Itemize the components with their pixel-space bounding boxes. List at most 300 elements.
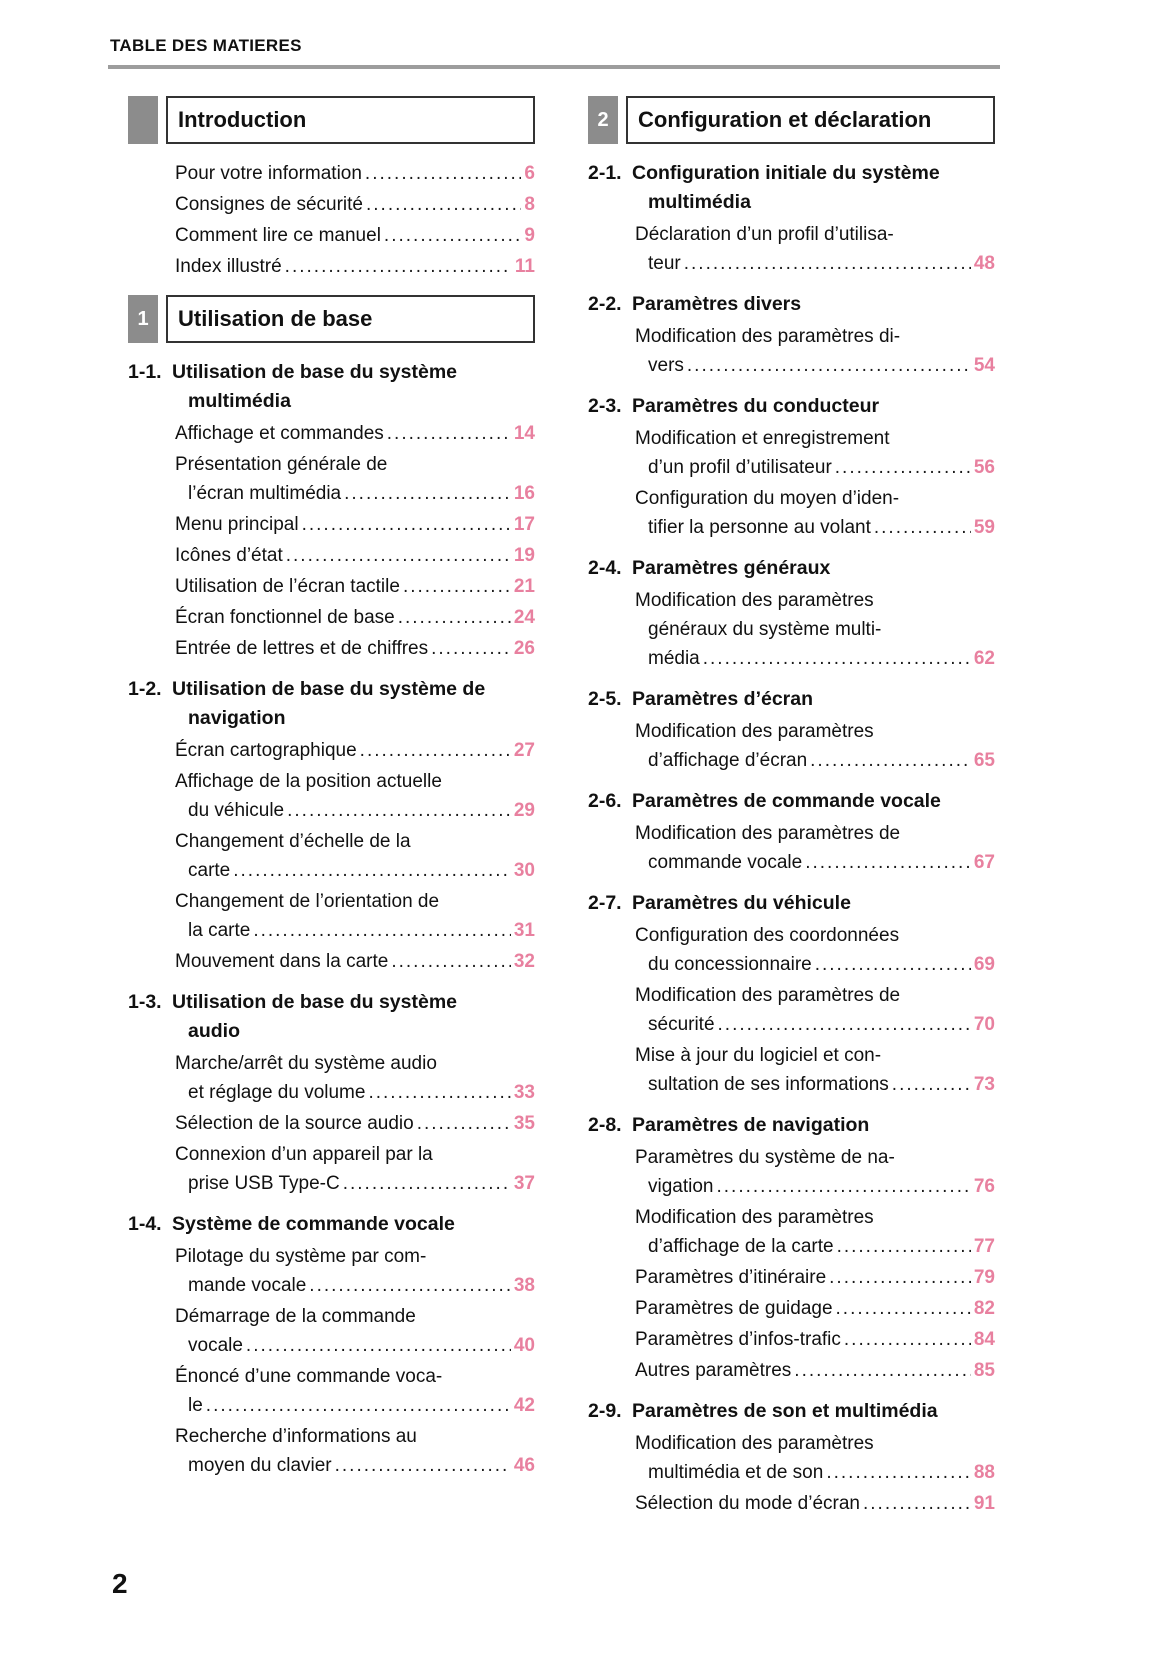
subsection-header: [588, 685, 995, 714]
subsection-number: 2-6.: [588, 790, 622, 812]
subsection-header: [588, 554, 995, 583]
entry-last-line: [635, 1294, 995, 1323]
section-header: [128, 295, 535, 343]
dot-leader: [829, 1263, 971, 1292]
entry-text: Utilisation de l’écran tactile: [175, 576, 400, 597]
entry-line: Mise à jour du logiciel et con-: [635, 1045, 882, 1066]
subsection-header: [128, 358, 535, 416]
chapter-tab: 2: [588, 96, 618, 144]
entry-last-line: [648, 1458, 995, 1487]
entry-text: d’affichage de la carte: [648, 1236, 834, 1257]
subsection-header: [588, 1397, 995, 1426]
entry-text: Affichage et commandes: [175, 423, 384, 444]
entry-text: prise USB Type-C: [188, 1173, 340, 1194]
section-title-box: [166, 295, 535, 343]
page-number: 73: [973, 1074, 995, 1095]
entry-last-line: [188, 1451, 535, 1480]
toc-entry: [635, 586, 995, 673]
dot-leader: [863, 1489, 971, 1518]
page-number: 40: [513, 1335, 535, 1356]
entry-line: généraux du système multi-: [648, 619, 882, 640]
subsection-title: Configuration initiale du système: [632, 162, 940, 184]
dot-leader: [892, 1070, 971, 1099]
dot-leader: [233, 856, 511, 885]
toc-entry: [175, 1140, 535, 1198]
entry-last-line: [175, 541, 535, 570]
entry-last-line: [648, 1172, 995, 1201]
dot-leader: [815, 950, 971, 979]
subsection-title: Paramètres divers: [632, 293, 802, 315]
entry-last-line: [648, 1232, 995, 1261]
toc-entry: [635, 1356, 995, 1385]
page-number: 6: [524, 163, 535, 184]
entry-last-line: [175, 190, 535, 219]
toc-column: [128, 96, 535, 1520]
entry-text: Sélection du mode d’écran: [635, 1493, 860, 1514]
dot-leader: [874, 513, 971, 542]
subsection-header: [588, 889, 995, 918]
subsection-title: Paramètres du véhicule: [632, 892, 851, 914]
entry-line: Modification des paramètres: [635, 721, 874, 742]
dot-leader: [286, 541, 511, 570]
entry-last-line: [648, 513, 995, 542]
subsection-first-line: [128, 675, 535, 704]
entry-text: multimédia et de son: [648, 1462, 824, 1483]
dot-leader: [835, 453, 971, 482]
dot-leader: [836, 1294, 971, 1323]
entry-last-line: [188, 856, 535, 885]
page-title: TABLE DES MATIERES: [110, 36, 302, 55]
toc-entry: [635, 1489, 995, 1518]
dot-leader: [826, 1458, 971, 1487]
subsection-header: [588, 1111, 995, 1140]
toc-entry: [635, 717, 995, 775]
dot-leader: [285, 252, 512, 281]
subsection-title-cont: audio: [188, 1020, 240, 1042]
page-number: 85: [973, 1360, 995, 1381]
header-rule: [108, 65, 1000, 69]
page-number: 46: [513, 1455, 535, 1476]
page-number: 79: [973, 1267, 995, 1288]
subsection-number: 2-2.: [588, 293, 622, 315]
page-number: 26: [513, 638, 535, 659]
page-number: 48: [973, 253, 995, 274]
toc-entry: [175, 1242, 535, 1300]
dot-leader: [206, 1391, 511, 1420]
subsection-title-cont: multimédia: [648, 191, 751, 213]
subsection-header: [588, 392, 995, 421]
toc-entry: [175, 541, 535, 570]
entry-line: Présentation générale de: [175, 454, 388, 475]
page-number: 30: [513, 860, 535, 881]
page-number: 35: [513, 1113, 535, 1134]
toc-entry: [175, 1049, 535, 1107]
subsection-number: 1-4.: [128, 1213, 162, 1235]
toc-entry: [175, 887, 535, 945]
entry-text: Écran fonctionnel de base: [175, 607, 395, 628]
entry-last-line: [188, 1391, 535, 1420]
toc-entry: [175, 1422, 535, 1480]
toc-entry: [175, 252, 535, 281]
page-number: 17: [513, 514, 535, 535]
toc-entry: [635, 1041, 995, 1099]
entry-text: du véhicule: [188, 800, 285, 821]
entry-text: moyen du clavier: [188, 1455, 332, 1476]
page-number: 67: [973, 852, 995, 873]
entry-last-line: [648, 746, 995, 775]
entry-text: d’affichage d’écran: [648, 750, 808, 771]
entry-line: Configuration du moyen d’iden-: [635, 488, 900, 509]
dot-leader: [844, 1325, 971, 1354]
entry-last-line: [188, 479, 535, 508]
toc-entry: [175, 1302, 535, 1360]
toc-entry: [635, 220, 995, 278]
entry-text: Pour votre information: [175, 163, 362, 184]
entry-last-line: [635, 1489, 995, 1518]
toc-entry: [635, 1203, 995, 1261]
subsection-number: 2-1.: [588, 162, 622, 184]
toc-entry: [635, 484, 995, 542]
dot-leader: [810, 746, 971, 775]
page-number: 19: [513, 545, 535, 566]
entry-line: Modification des paramètres: [635, 590, 874, 611]
toc-entry: [175, 1109, 535, 1138]
dot-leader: [309, 1271, 511, 1300]
dot-leader: [403, 572, 511, 601]
subsection-first-line: [588, 554, 995, 583]
section-title: Introduction: [178, 107, 307, 132]
entry-text: Entrée de lettres et de chiffres: [175, 638, 429, 659]
subsection-first-line: [588, 392, 995, 421]
entry-line: Modification des paramètres di-: [635, 326, 901, 347]
subsection-first-line: [588, 889, 995, 918]
page-number: 76: [973, 1176, 995, 1197]
dot-leader: [360, 736, 511, 765]
page-number: 59: [973, 517, 995, 538]
page-number: 91: [973, 1493, 995, 1514]
subsection-title: Paramètres d’écran: [632, 688, 814, 710]
entry-last-line: [175, 221, 535, 250]
entry-line: Paramètres du système de na-: [635, 1147, 895, 1168]
toc-entry: [175, 190, 535, 219]
section-header: [588, 96, 995, 144]
dot-leader: [805, 848, 971, 877]
subsection-header: [128, 1210, 535, 1239]
entry-line: Modification des paramètres de: [635, 823, 901, 844]
dot-leader: [703, 644, 971, 673]
entry-last-line: [648, 1010, 995, 1039]
page-number: 54: [973, 355, 995, 376]
entry-text: d’un profil d’utilisateur: [648, 457, 832, 478]
dot-leader: [684, 249, 971, 278]
entry-text: Paramètres d’itinéraire: [635, 1267, 827, 1288]
subsection-number: 2-9.: [588, 1400, 622, 1422]
subsection-header: [588, 290, 995, 319]
entry-text: Paramètres de guidage: [635, 1298, 833, 1319]
entry-last-line: [175, 419, 535, 448]
entry-last-line: [188, 1169, 535, 1198]
toc-entry: [175, 510, 535, 539]
toc-entry: [635, 1143, 995, 1201]
entry-last-line: [175, 510, 535, 539]
entry-text: la carte: [188, 920, 251, 941]
subsection-title: Utilisation de base du système: [172, 361, 458, 383]
dot-leader: [431, 634, 511, 663]
dot-leader: [384, 221, 522, 250]
entry-line: Pilotage du système par com-: [175, 1246, 427, 1267]
entry-text: Mouvement dans la carte: [175, 951, 389, 972]
entry-line: Configuration des coordonnées: [635, 925, 900, 946]
subsection-title: Paramètres de commande vocale: [632, 790, 941, 812]
toc-entry: [175, 767, 535, 825]
entry-line: Changement d’échelle de la: [175, 831, 411, 852]
entry-last-line: [648, 1070, 995, 1099]
entry-line: Recherche d’informations au: [175, 1426, 417, 1447]
page-number: 62: [973, 648, 995, 669]
page-number: 31: [513, 920, 535, 941]
entry-last-line: [648, 351, 995, 380]
subsection-first-line: [588, 290, 995, 319]
dot-leader: [302, 510, 511, 539]
entry-text: sécurité: [648, 1014, 715, 1035]
dot-leader: [417, 1109, 511, 1138]
subsection-first-line: [128, 358, 535, 387]
dot-leader: [343, 1169, 511, 1198]
dot-leader: [366, 190, 521, 219]
page-number: 16: [513, 483, 535, 504]
page-number: 21: [513, 576, 535, 597]
toc-entry: [635, 1325, 995, 1354]
entry-line: Connexion d’un appareil par la: [175, 1144, 433, 1165]
entry-line: Démarrage de la commande: [175, 1306, 416, 1327]
subsection-number: 1-1.: [128, 361, 162, 383]
dot-leader: [717, 1172, 971, 1201]
toc-entry: [635, 424, 995, 482]
toc-entry: [635, 1294, 995, 1323]
subsection-number: 2-3.: [588, 395, 622, 417]
toc-entry: [635, 1429, 995, 1487]
section-title-box: [166, 96, 535, 144]
subsection-number: 2-5.: [588, 688, 622, 710]
entry-text: Sélection de la source audio: [175, 1113, 414, 1134]
subsection-title: Paramètres de navigation: [632, 1114, 870, 1136]
entry-last-line: [188, 1271, 535, 1300]
entry-text: vers: [648, 355, 684, 376]
entry-line: Marche/arrêt du système audio: [175, 1053, 437, 1074]
entry-text: carte: [188, 860, 231, 881]
dot-leader: [253, 916, 511, 945]
page-number: 77: [973, 1236, 995, 1257]
subsection-header: [588, 159, 995, 217]
entry-text: vocale: [188, 1335, 243, 1356]
entry-text: du concessionnaire: [648, 954, 812, 975]
page-number: 33: [513, 1082, 535, 1103]
section-header: [128, 96, 535, 144]
toc-entry: [635, 921, 995, 979]
entry-last-line: [648, 950, 995, 979]
subsection-number: 2-4.: [588, 557, 622, 579]
entry-last-line: [648, 453, 995, 482]
subsection-title: Système de commande vocale: [172, 1213, 455, 1235]
toc-entry: [175, 736, 535, 765]
page-number: 14: [513, 423, 535, 444]
entry-line: Modification des paramètres: [635, 1433, 874, 1454]
toc-entry: [175, 419, 535, 448]
entry-text: Comment lire ce manuel: [175, 225, 381, 246]
subsection-first-line: [588, 1111, 995, 1140]
subsection-first-line: [588, 159, 995, 188]
page-number: 32: [513, 951, 535, 972]
entry-last-line: [175, 603, 535, 632]
page-number: 69: [973, 954, 995, 975]
subsection-first-line: [128, 988, 535, 1017]
subsection-title-cont: multimédia: [188, 390, 291, 412]
entry-line: Modification et enregistrement: [635, 428, 890, 449]
page-number: 11: [514, 256, 535, 277]
subsection-title: Utilisation de base du système: [172, 991, 458, 1013]
entry-last-line: [175, 634, 535, 663]
page-number: 29: [513, 800, 535, 821]
toc-entry: [635, 981, 995, 1039]
entry-text: tifier la personne au volant: [648, 517, 871, 538]
dot-leader: [837, 1232, 971, 1261]
entry-text: sultation de ses informations: [648, 1074, 889, 1095]
subsection-header: [128, 988, 535, 1046]
entry-line: Affichage de la position actuelle: [175, 771, 442, 792]
dot-leader: [368, 1078, 510, 1107]
page-number: 82: [973, 1298, 995, 1319]
subsection-title: Paramètres du conducteur: [632, 395, 880, 417]
entry-last-line: [648, 644, 995, 673]
entry-text: Paramètres d’infos-trafic: [635, 1329, 841, 1350]
entry-line: Déclaration d’un profil d’utilisa-: [635, 224, 894, 245]
toc-entry: [175, 450, 535, 508]
subsection-title: Paramètres généraux: [632, 557, 831, 579]
subsection-title: Utilisation de base du système de: [172, 678, 486, 700]
entry-last-line: [175, 1109, 535, 1138]
section-title: Utilisation de base: [178, 306, 373, 331]
toc-entry: [635, 819, 995, 877]
entry-last-line: [188, 1078, 535, 1107]
page-number: 88: [973, 1462, 995, 1483]
toc-column: [588, 96, 995, 1520]
dot-leader: [687, 351, 971, 380]
page-number: 38: [513, 1275, 535, 1296]
entry-last-line: [635, 1356, 995, 1385]
section-title: Configuration et déclaration: [638, 107, 932, 132]
entry-line: Modification des paramètres de: [635, 985, 901, 1006]
subsection-first-line: [588, 685, 995, 714]
subsection-header: [128, 675, 535, 733]
page-number: 70: [973, 1014, 995, 1035]
entry-line: Changement de l’orientation de: [175, 891, 440, 912]
dot-leader: [287, 796, 511, 825]
page-number: 37: [513, 1173, 535, 1194]
toc-entry: [175, 572, 535, 601]
dot-leader: [398, 603, 511, 632]
subsection-number: 1-3.: [128, 991, 162, 1013]
entry-last-line: [175, 159, 535, 188]
entry-last-line: [648, 848, 995, 877]
dot-leader: [718, 1010, 971, 1039]
toc-entry: [175, 1362, 535, 1420]
page-number: 84: [973, 1329, 995, 1350]
entry-text: média: [648, 648, 700, 669]
entry-last-line: [175, 947, 535, 976]
section-title-box: [626, 96, 995, 144]
entry-text: Index illustré: [175, 256, 282, 277]
entry-last-line: [175, 736, 535, 765]
subsection-number: 2-8.: [588, 1114, 622, 1136]
subsection-title-cont: navigation: [188, 707, 286, 729]
entry-text: Autres paramètres: [635, 1360, 792, 1381]
chapter-tab: [128, 96, 158, 144]
page-number: 24: [513, 607, 535, 628]
entry-last-line: [188, 1331, 535, 1360]
subsection-first-line: [588, 787, 995, 816]
entry-line: Modification des paramètres: [635, 1207, 874, 1228]
entry-text: le: [188, 1395, 203, 1416]
entry-text: Icônes d’état: [175, 545, 283, 566]
entry-text: commande vocale: [648, 852, 803, 873]
subsection-number: 1-2.: [128, 678, 162, 700]
entry-text: et réglage du volume: [188, 1082, 366, 1103]
entry-last-line: [188, 796, 535, 825]
entry-last-line: [175, 572, 535, 601]
entry-text: Menu principal: [175, 514, 299, 535]
page-number: 8: [524, 194, 535, 215]
toc-columns: [128, 96, 995, 1520]
toc-entry: [635, 322, 995, 380]
subsection-header: [588, 787, 995, 816]
toc-entry: [175, 221, 535, 250]
page-number: 42: [513, 1395, 535, 1416]
dot-leader: [335, 1451, 511, 1480]
toc-entry: [175, 947, 535, 976]
subsection-number: 2-7.: [588, 892, 622, 914]
subsection-first-line: [128, 1210, 535, 1239]
entry-text: Consignes de sécurité: [175, 194, 363, 215]
entry-last-line: [175, 252, 535, 281]
dot-leader: [794, 1356, 971, 1385]
page-number: 9: [524, 225, 535, 246]
dot-leader: [344, 479, 511, 508]
entry-text: vigation: [648, 1176, 714, 1197]
entry-text: teur: [648, 253, 681, 274]
chapter-tab: 1: [128, 295, 158, 343]
dot-leader: [246, 1331, 511, 1360]
toc-entry: [175, 603, 535, 632]
entry-text: Écran cartographique: [175, 740, 357, 761]
entry-text: l’écran multimédia: [188, 483, 342, 504]
page-number: 56: [973, 457, 995, 478]
subsection-first-line: [588, 1397, 995, 1426]
dot-leader: [365, 159, 522, 188]
toc-entry: [175, 634, 535, 663]
footer-page-number: 2: [112, 1568, 128, 1599]
dot-leader: [387, 419, 511, 448]
dot-leader: [391, 947, 511, 976]
toc-entry: [635, 1263, 995, 1292]
entry-text: mande vocale: [188, 1275, 307, 1296]
subsection-title: Paramètres de son et multimédia: [632, 1400, 938, 1422]
toc-entry: [175, 159, 535, 188]
entry-last-line: [635, 1325, 995, 1354]
toc-entry: [175, 827, 535, 885]
entry-line: Énoncé d’une commande voca-: [175, 1366, 443, 1387]
page-number: 65: [973, 750, 995, 771]
entry-last-line: [188, 916, 535, 945]
